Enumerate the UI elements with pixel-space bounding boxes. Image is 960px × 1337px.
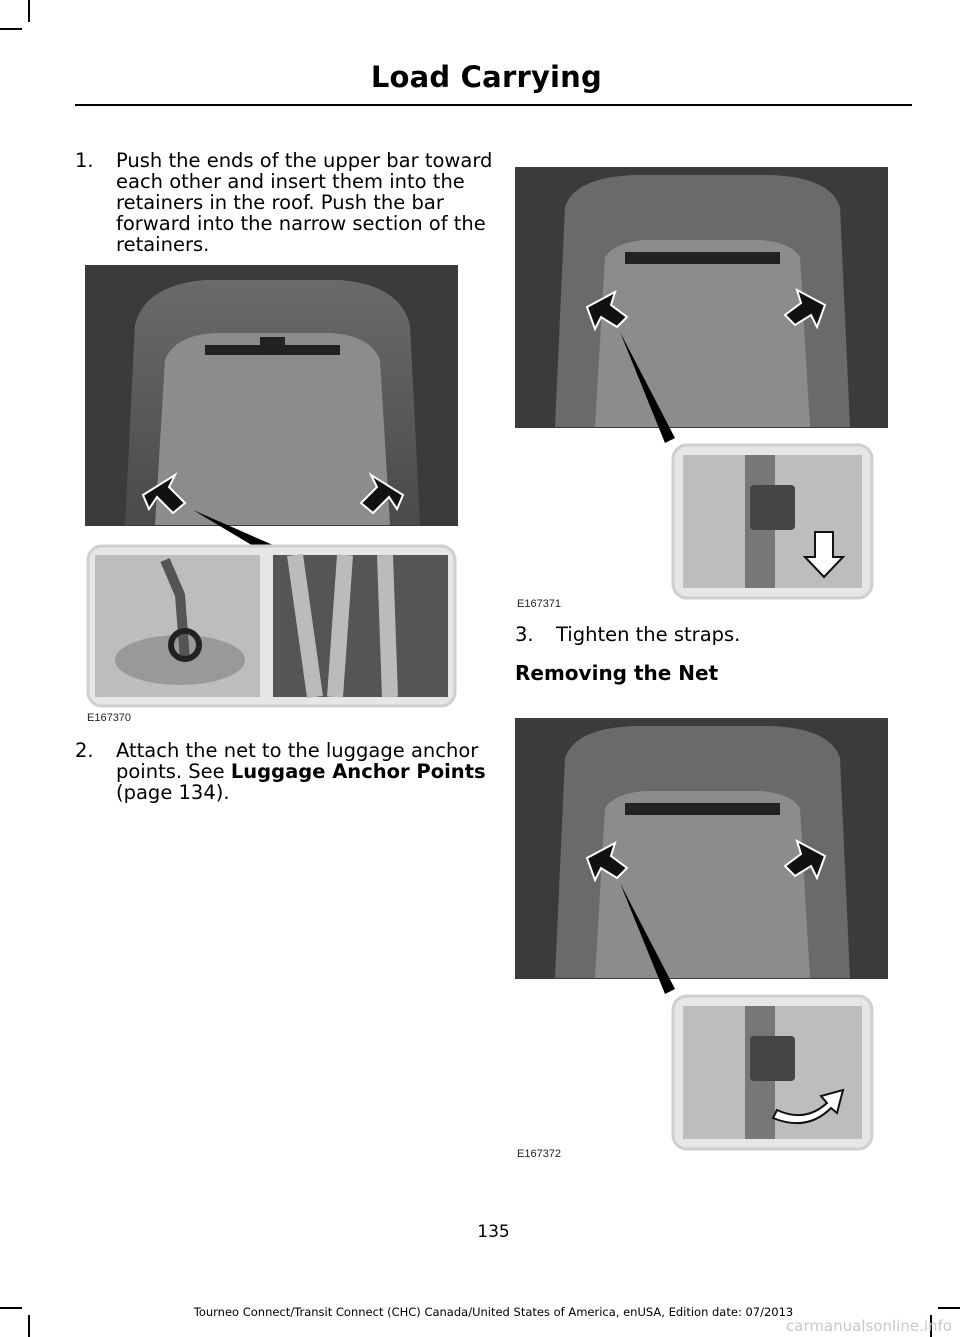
step-line: (page 134). (116, 781, 230, 804)
step-line: Push the ends of the upper bar toward (116, 149, 493, 172)
figure-code: E167372 (517, 1148, 562, 1160)
header-rule (75, 104, 912, 106)
step-text (116, 740, 486, 803)
step-line: forward into the narrow section of the (116, 212, 486, 235)
watermark: carmanualsonline.info (786, 1317, 952, 1335)
step-number: 3. (515, 623, 534, 646)
step-2 (75, 740, 495, 810)
footer-text: Tourneo Connect/Transit Connect (CHC) Canada/United States of America, enUSA, Edition date: 07/2013 (193, 1305, 794, 1319)
cross-reference-link[interactable]: Luggage Anchor Points (230, 760, 486, 783)
strap-retainer-illustration (515, 167, 888, 602)
figure-tighten-straps (515, 167, 888, 602)
step-1 (75, 150, 495, 260)
figure-remove-net (515, 718, 888, 1153)
step-text: Tighten the straps. (556, 623, 741, 646)
figure-install-net (85, 265, 458, 710)
crop-mark (28, 0, 30, 22)
step-line-prefix: points. See (116, 760, 231, 783)
step-text (116, 150, 492, 255)
step-number: 2. (75, 739, 94, 762)
step-line: retainers. (116, 233, 210, 256)
step-line: each other and insert them into the (116, 170, 465, 193)
step-line: retainers in the roof. Push the bar (116, 191, 444, 214)
page-title: Load Carrying (370, 60, 602, 94)
section-heading: Removing the Net (515, 661, 719, 685)
roof-retainer-illustration (85, 265, 458, 710)
step-line (116, 761, 486, 782)
step-line: Attach the net to the luggage anchor (116, 739, 479, 762)
step-3 (515, 624, 915, 648)
crop-mark (0, 28, 22, 30)
strap-release-illustration (515, 718, 888, 1153)
figure-code: E167370 (87, 712, 132, 724)
page-number: 135 (477, 1222, 510, 1242)
figure-code: E167371 (517, 598, 562, 610)
step-number: 1. (75, 149, 94, 172)
